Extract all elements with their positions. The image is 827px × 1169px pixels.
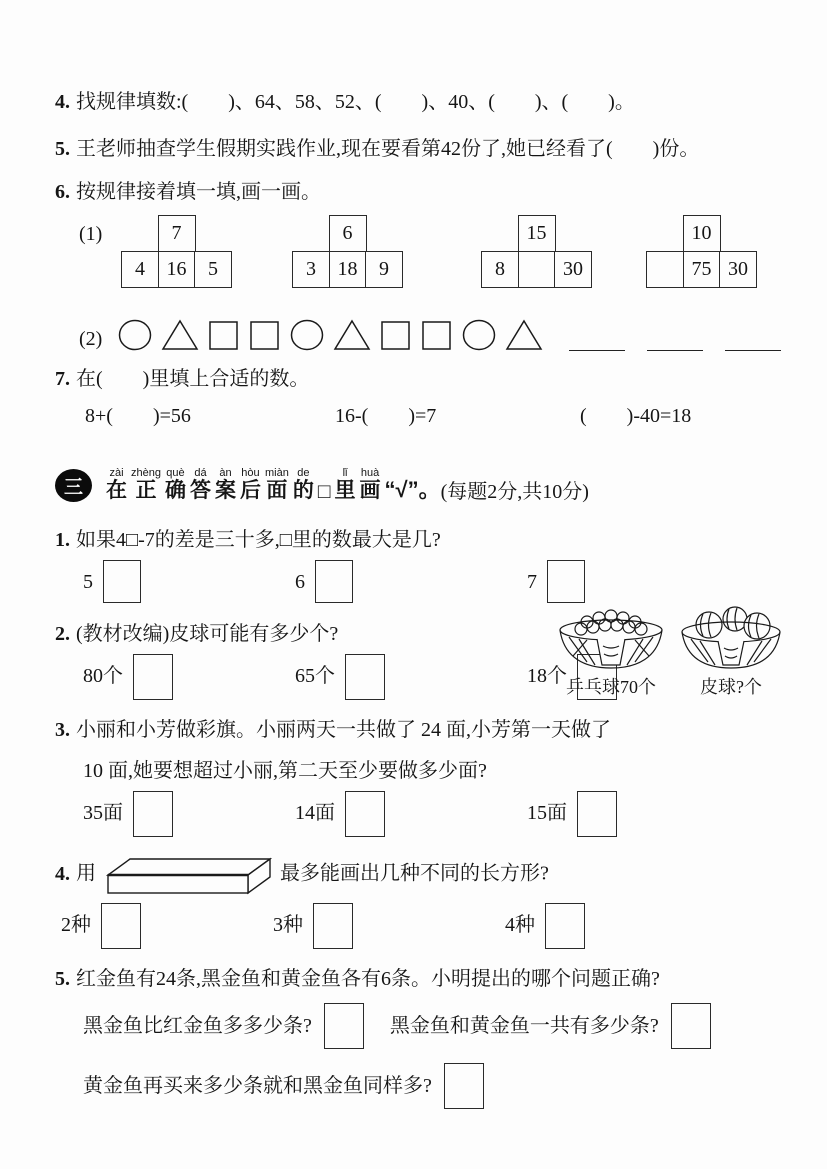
square-icon [208, 319, 240, 351]
grid4-empty-cell[interactable] [646, 251, 684, 288]
circle-icon [462, 319, 496, 351]
grid4-cell: 30 [719, 251, 757, 288]
question-6-number: 6. [55, 181, 70, 203]
s3-question-1-text: 如果4□-7的差是三十多,□里的数最大是几? [76, 529, 441, 551]
equation-2[interactable]: 16-( )=7 [335, 405, 437, 427]
s3-question-3-line2: 10 面,她要想超过小丽,第二天至少要做多少面? [83, 760, 487, 782]
answer-checkbox[interactable] [313, 903, 353, 949]
question-7-equations [55, 402, 809, 430]
grid1-cell: 4 [121, 251, 159, 288]
answer-checkbox[interactable] [444, 1063, 484, 1109]
s3-question-5-subrow-1 [83, 1003, 809, 1049]
grid3-cell: 8 [481, 251, 519, 288]
question-6 [55, 178, 809, 206]
grid4-cell: 75 [683, 251, 721, 288]
option: 35面 [83, 791, 295, 837]
answer-checkbox[interactable] [103, 560, 141, 603]
question-7-text: 在( )里填上合适的数。 [76, 368, 310, 390]
answer-checkbox[interactable] [577, 791, 617, 837]
option: 5 [83, 560, 295, 604]
option: 18个 [527, 654, 617, 700]
pingpong-basket [557, 606, 665, 699]
grid1-top-cell: 7 [158, 215, 196, 252]
part2-label: (2) [79, 328, 103, 350]
question-6-part2 [55, 313, 809, 351]
triangle-icon [333, 319, 371, 351]
question-6-part1 [55, 215, 809, 293]
option: 7 [527, 560, 585, 604]
s3-question-2: 2. (教材改编)皮球可能有多少个? 80个 65个 18个 乒乓球70个 皮球?个 [55, 620, 809, 700]
option: 80个 [83, 654, 295, 700]
answer-checkbox[interactable] [345, 654, 385, 700]
option: 2种 [61, 903, 273, 949]
option: 6 [295, 560, 527, 604]
equation-3[interactable]: ( )-40=18 [580, 405, 692, 427]
sub-question-3: 黄金鱼再买来多少条就和黑金鱼同样多? [83, 1075, 432, 1097]
answer-checkbox[interactable] [101, 903, 141, 949]
number-grid-3 [481, 215, 592, 288]
part1-label: (1) [79, 223, 103, 245]
grid2-cell: 18 [329, 251, 367, 288]
grid2-top-cell: 6 [329, 215, 367, 252]
s3-question-4-options [55, 903, 809, 949]
triangle-icon [161, 319, 199, 351]
equation-1[interactable]: 8+( )=56 [85, 405, 191, 427]
question-5 [55, 135, 809, 163]
square-icon [380, 319, 412, 351]
option: 14面 [295, 791, 527, 837]
answer-blank-line[interactable] [725, 320, 781, 351]
answer-checkbox[interactable] [671, 1003, 711, 1049]
grid3-cell: 30 [554, 251, 592, 288]
basket-illustrations [557, 606, 783, 699]
check-mark-quote: “√”。 [384, 477, 441, 502]
s3-question-3-line2-wrap [83, 757, 809, 785]
option: 3种 [273, 903, 505, 949]
answer-checkbox[interactable] [133, 654, 173, 700]
square-icon [421, 319, 453, 351]
s3-question-5-text: 红金鱼有24条,黑金鱼和黄金鱼各有6条。小明提出的哪个问题正确? [76, 968, 660, 990]
grid1-cell: 16 [158, 251, 196, 288]
sub-question-2: 黑金鱼和黄金鱼一共有多少条? [389, 1015, 659, 1037]
question-5-number: 5. [55, 138, 70, 160]
grid2-cell: 3 [292, 251, 330, 288]
option: 4种 [505, 903, 585, 949]
s3-question-3-line1: 小丽和小芳做彩旗。小丽两天一共做了 24 面,小芳第一天做了 [76, 719, 611, 741]
section-three-heading [55, 452, 809, 504]
s3-question-5-subrow-2 [83, 1063, 809, 1109]
grid1-cell: 5 [194, 251, 232, 288]
grid3-empty-cell[interactable] [518, 251, 556, 288]
pingpong-basket-label: 乒乓球70个 [566, 677, 656, 697]
s3-question-3-options [55, 791, 809, 837]
answer-checkbox[interactable] [324, 1003, 364, 1049]
question-4-text[interactable]: 找规律填数:( )、64、58、52、( )、40、( )、( )。 [76, 91, 635, 113]
s3-question-3: 3. 小丽和小芳做彩旗。小丽两天一共做了 24 面,小芳第一天做了 [55, 719, 611, 741]
section-three-badge: 三 [55, 469, 92, 502]
answer-blank-line[interactable] [647, 320, 703, 351]
ball-basket-icon [679, 606, 783, 672]
option: 65个 [295, 654, 527, 700]
answer-blank-line[interactable] [569, 320, 625, 351]
question-4-number: 4. [55, 91, 70, 113]
circle-icon [290, 319, 324, 351]
question-7 [55, 365, 809, 393]
grid4-top-cell: 10 [683, 215, 721, 252]
s3-question-1: 1. 如果4□-7的差是三十多,□里的数最大是几? [55, 529, 441, 551]
number-grid-4 [646, 215, 757, 288]
number-grid-2 [292, 215, 403, 288]
pingpong-basket-icon [557, 606, 665, 672]
grid3-top-cell: 15 [518, 215, 556, 252]
answer-checkbox[interactable] [133, 791, 173, 837]
s3-question-4-post: 最多能画出几种不同的长方形? [280, 862, 549, 885]
section-points: (每题2分,共10分) [440, 481, 589, 503]
grid2-cell: 9 [365, 251, 403, 288]
s3-question-4-pre: 用 [76, 862, 96, 885]
s3-question-1-options [55, 560, 809, 604]
s3-question-4: 4. 用 最多能画出几种不同的长方形? [55, 853, 809, 897]
question-5-text[interactable]: 王老师抽查学生假期实践作业,现在要看第42份了,她已经看了( )份。 [76, 138, 700, 160]
question-7-number: 7. [55, 368, 70, 390]
answer-checkbox[interactable] [545, 903, 585, 949]
cuboid-icon [100, 853, 276, 897]
answer-checkbox[interactable] [315, 560, 353, 603]
answer-checkbox[interactable] [547, 560, 585, 603]
ball-basket [679, 606, 783, 699]
ball-basket-label: 皮球?个 [700, 677, 762, 697]
question-4 [55, 88, 809, 116]
number-grid-1 [121, 215, 232, 288]
question-6-text: 按规律接着填一填,画一画。 [76, 181, 321, 203]
triangle-icon [505, 319, 543, 351]
s3-question-5: 5. 红金鱼有24条,黑金鱼和黄金鱼各有6条。小明提出的哪个问题正确? [55, 968, 660, 990]
option: 15面 [527, 791, 617, 837]
circle-icon [118, 319, 152, 351]
sub-question-1: 黑金鱼比红金鱼多多少条? [83, 1015, 312, 1037]
answer-checkbox[interactable] [345, 791, 385, 837]
square-icon [249, 319, 281, 351]
s3-question-2-text: (教材改编)皮球可能有多少个? [76, 623, 339, 645]
section-three-title: 在zài 正zhèng 确què 答dá 案àn 后hòu 面miàn 的de □ 里lǐ 画huà “√”。 (每题2分,共10分) [106, 467, 589, 503]
